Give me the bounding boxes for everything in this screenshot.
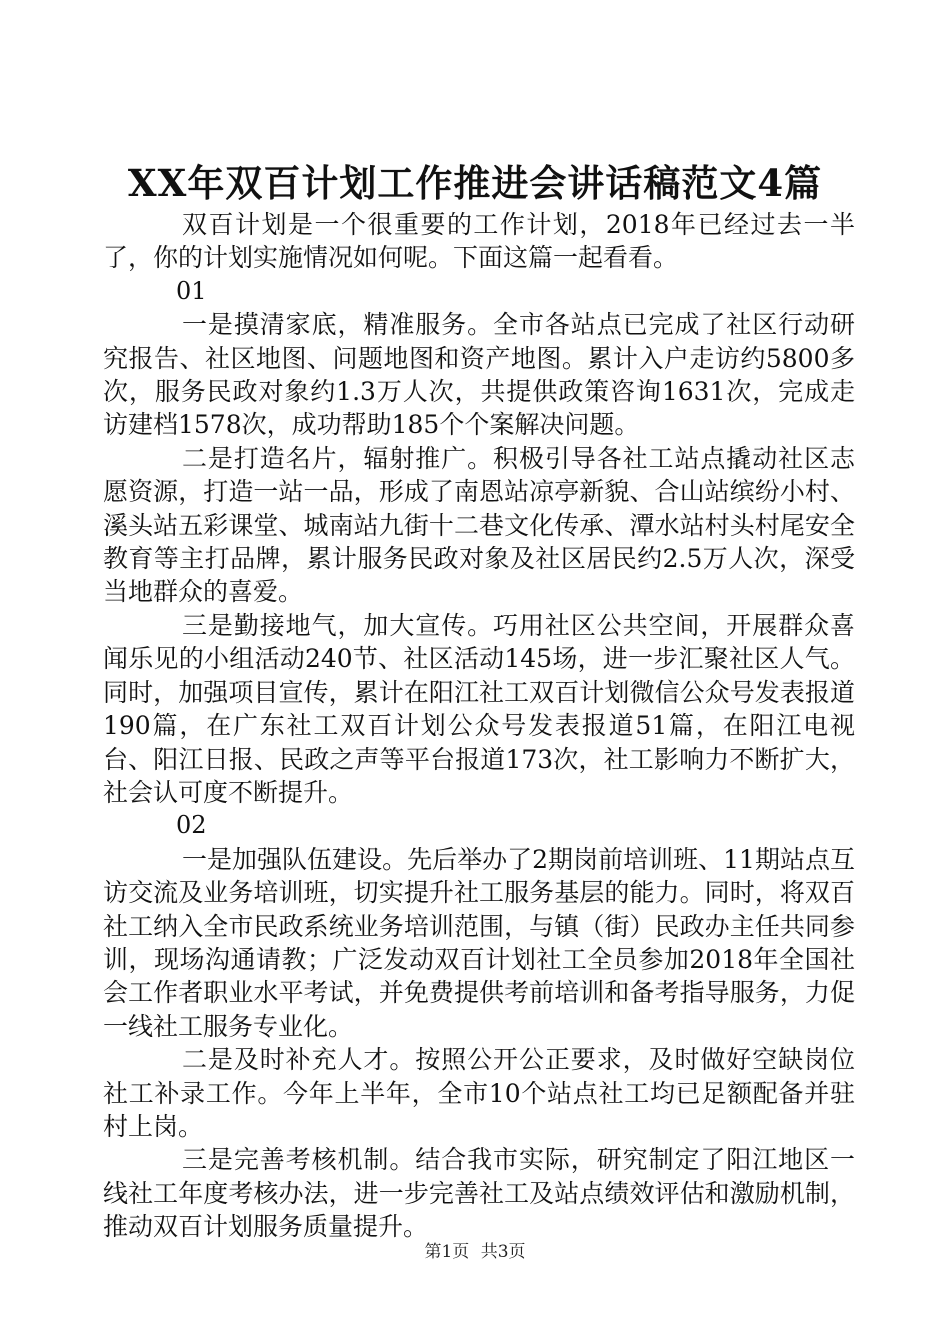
section1-paragraph-3: 三是勤接地气，加大宣传。巧用社区公共空间，开展群众喜闻乐见的小组活动240节、社区活动145场，进一步汇聚社区人气。同时，加强项目宣传，累计在阳江社工双百计划微信公众号发表报道190篇，在广东社工双百计划公众号发表报道51篇，在阳江电视台、阳江日报、民政之声等平台报道173次，社工影响力不断扩大，社会认可度不断提升。	[103, 610, 855, 807]
section2-paragraph-3: 三是完善考核机制。结合我市实际，研究制定了阳江地区一线社工年度考核办法，进一步完善社工及站点绩效评估和激励机制，推动双百计划服务质量提升。	[103, 1145, 855, 1242]
document-title: XX年双百计划工作推进会讲话稿范文4篇	[127, 161, 823, 205]
section1-paragraph-2: 二是打造名片，辐射推广。积极引导各社工站点撬动社区志愿资源，打造一站一品，形成了南恩站凉亭新貌、合山站缤纷小村、溪头站五彩课堂、城南站九街十二巷文化传承、潭水站村头村尾安全教育等主打品牌，累计服务民政对象及社区居民约2.5万人次，深受当地群众的喜爱。	[103, 443, 855, 607]
intro-paragraph: 双百计划是一个很重要的工作计划，2018年已经过去一半了，你的计划实施情况如何呢。下面这篇一起看看。	[103, 210, 855, 273]
section-number-02: 02	[176, 811, 207, 840]
page-total: 共3页	[480, 1242, 526, 1262]
section2-paragraph-2: 二是及时补充人才。按照公开公正要求，及时做好空缺岗位社工补录工作。今年上半年，全市10个站点社工均已足额配备并驻村上岗。	[103, 1045, 855, 1141]
document-body	[103, 208, 855, 1244]
section-number-01: 01	[176, 276, 207, 305]
page-number: 第1页	[424, 1242, 470, 1262]
section1-paragraph-1: 一是摸清家底，精准服务。全市各站点已完成了社区行动研究报告、社区地图、问题地图和资产地图。累计入户走访约5800多次，服务民政对象约1.3万人次，共提供政策咨询1631次，完成走访建档1578次，成功帮助185个个案解决问题。	[103, 310, 855, 440]
page-footer	[0, 1240, 950, 1264]
section2-paragraph-1: 一是加强队伍建设。先后举办了2期岗前培训班、11期站点互访交流及业务培训班，切实提升社工服务基层的能力。同时，将双百社工纳入全市民政系统业务培训范围，与镇（街）民政办主任共同参训，现场沟通请教；广泛发动双百计划社工全员参加2018年全国社会工作者职业水平考试，并免费提供考前培训和备考指导服务，力促一线社工服务专业化。	[103, 844, 855, 1041]
